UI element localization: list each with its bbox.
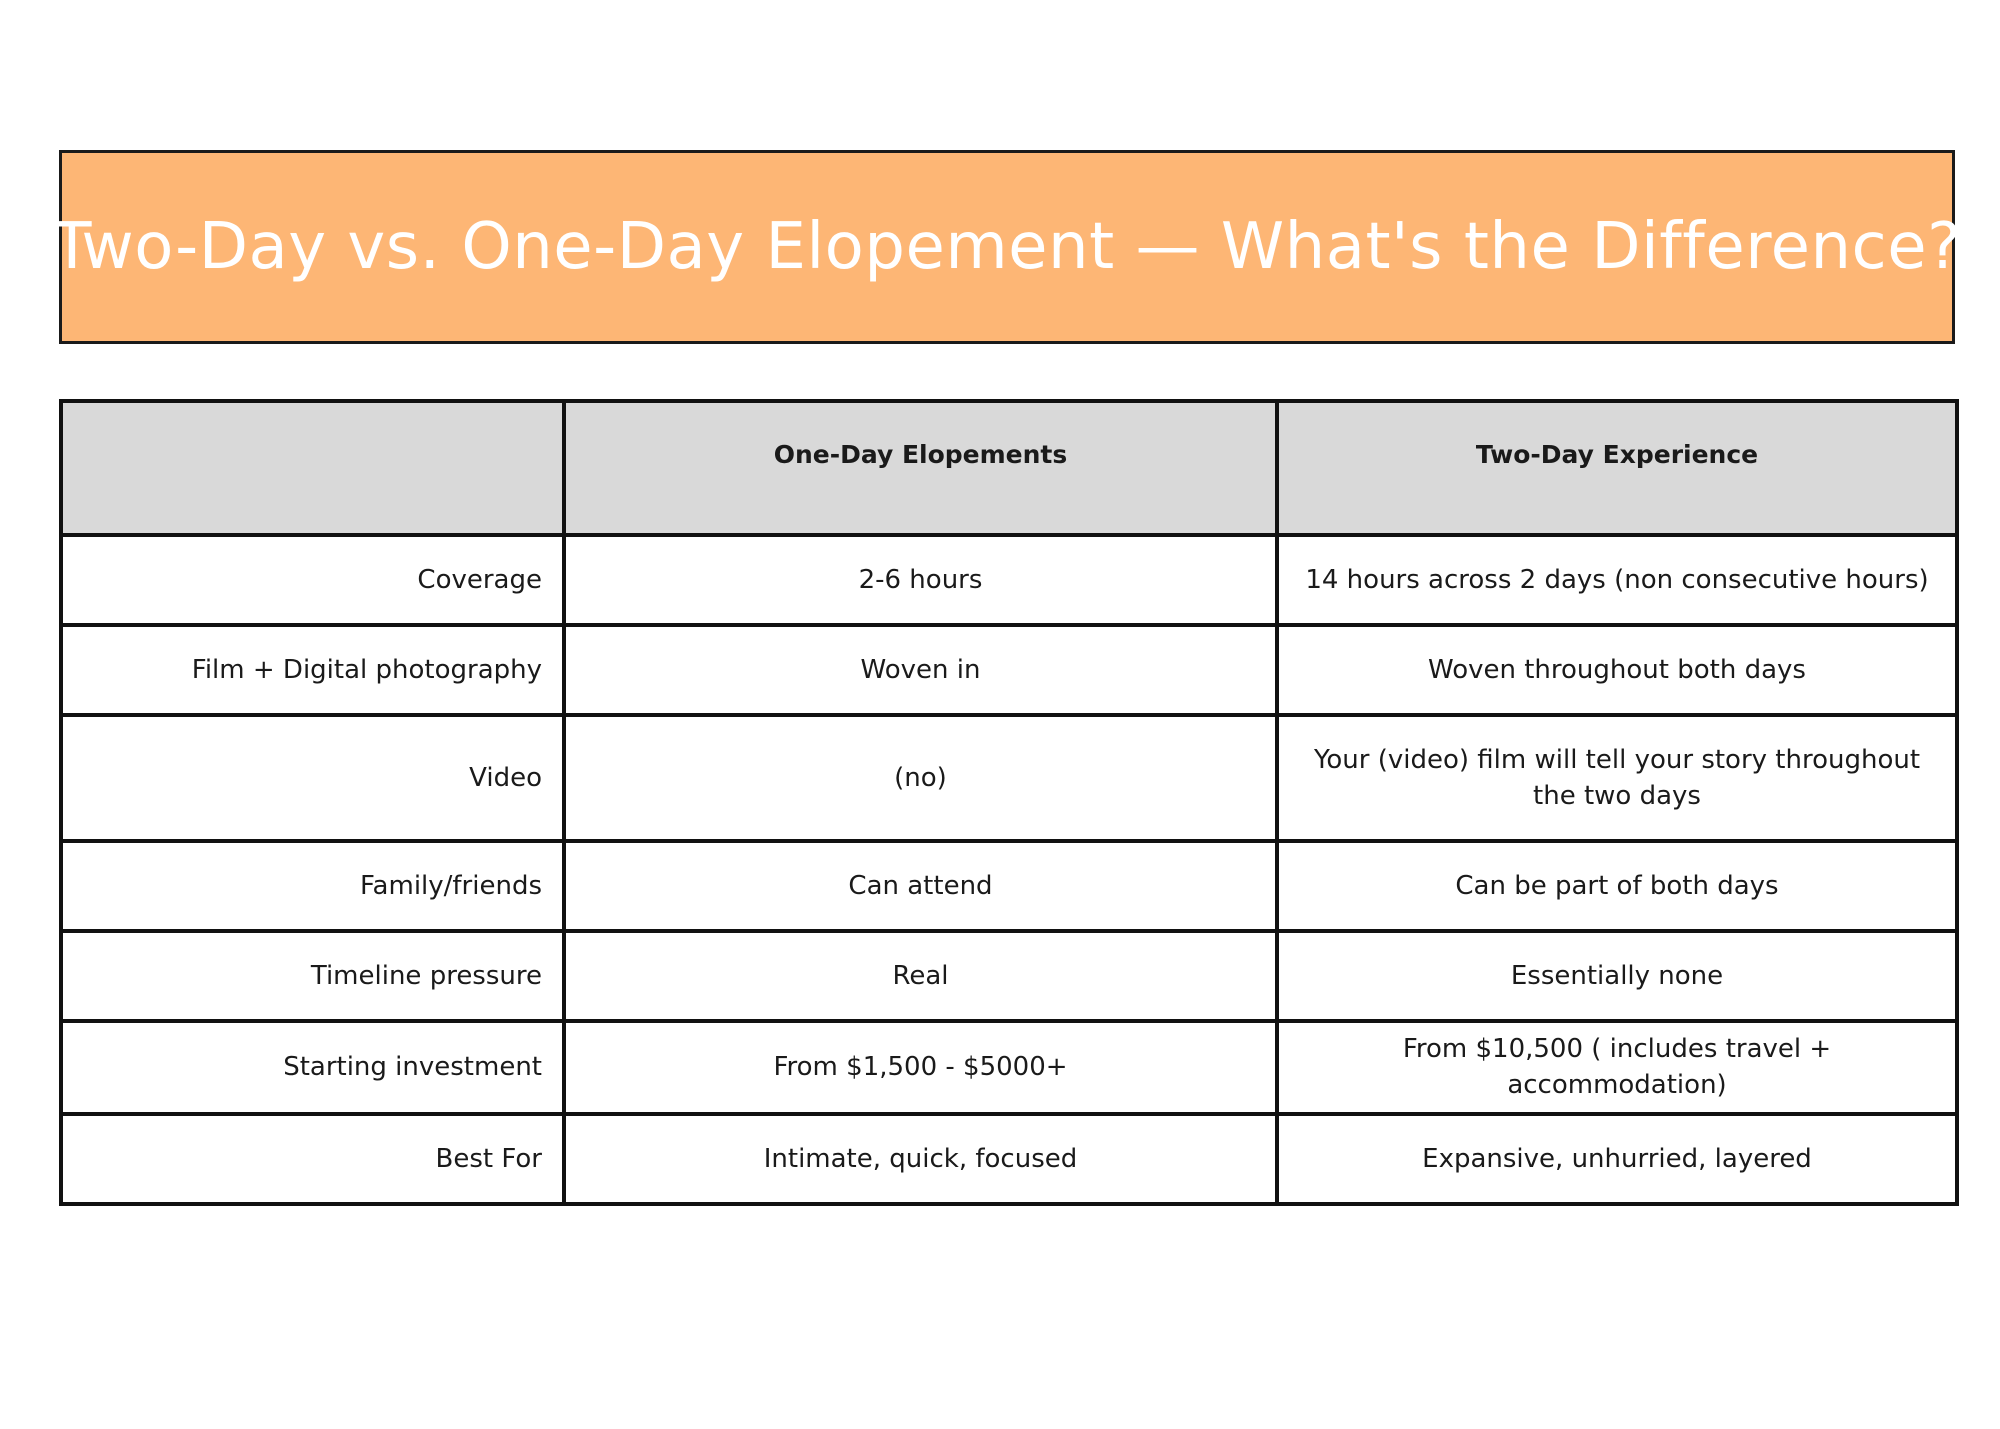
row-label: Video: [61, 715, 564, 841]
page-title: Two-Day vs. One-Day Elopement — What's the Difference?: [52, 210, 1962, 284]
table-row-family: [61, 841, 1957, 931]
cell-two-day: Expansive, unhurried, layered: [1277, 1114, 1957, 1204]
cell-one-day: Woven in: [564, 625, 1277, 715]
cell-two-day: Your (video) film will tell your story throughout the two days: [1277, 715, 1957, 841]
header-two-day: Two-Day Experience: [1277, 401, 1957, 535]
cell-two-day: Woven throughout both days: [1277, 625, 1957, 715]
cell-one-day: Intimate, quick, focused: [564, 1114, 1277, 1204]
table-row-photography: [61, 625, 1957, 715]
cell-one-day: From $1,500 - $5000+: [564, 1021, 1277, 1114]
cell-two-day: Essentially none: [1277, 931, 1957, 1021]
row-label: Film + Digital photography: [61, 625, 564, 715]
row-label: Family/friends: [61, 841, 564, 931]
header-one-day: One-Day Elopements: [564, 401, 1277, 535]
header-empty-cell: [61, 401, 564, 535]
cell-one-day: 2-6 hours: [564, 535, 1277, 625]
cell-one-day: Can attend: [564, 841, 1277, 931]
table-row-best-for: [61, 1114, 1957, 1204]
table-row-timeline: [61, 931, 1957, 1021]
table-row-coverage: [61, 535, 1957, 625]
table-row-video: [61, 715, 1957, 841]
cell-one-day: Real: [564, 931, 1277, 1021]
cell-two-day: 14 hours across 2 days (non consecutive hours): [1277, 535, 1957, 625]
cell-one-day: (no): [564, 715, 1277, 841]
table-header-row: [61, 401, 1957, 535]
cell-two-day: Can be part of both days: [1277, 841, 1957, 931]
table-row-investment: [61, 1021, 1957, 1114]
row-label: Coverage: [61, 535, 564, 625]
title-banner: [52, 150, 1962, 344]
row-label: Timeline pressure: [61, 931, 564, 1021]
comparison-table: [59, 399, 1959, 1206]
row-label: Best For: [61, 1114, 564, 1204]
cell-two-day: From $10,500 ( includes travel + accommodation): [1277, 1021, 1957, 1114]
row-label: Starting investment: [61, 1021, 564, 1114]
